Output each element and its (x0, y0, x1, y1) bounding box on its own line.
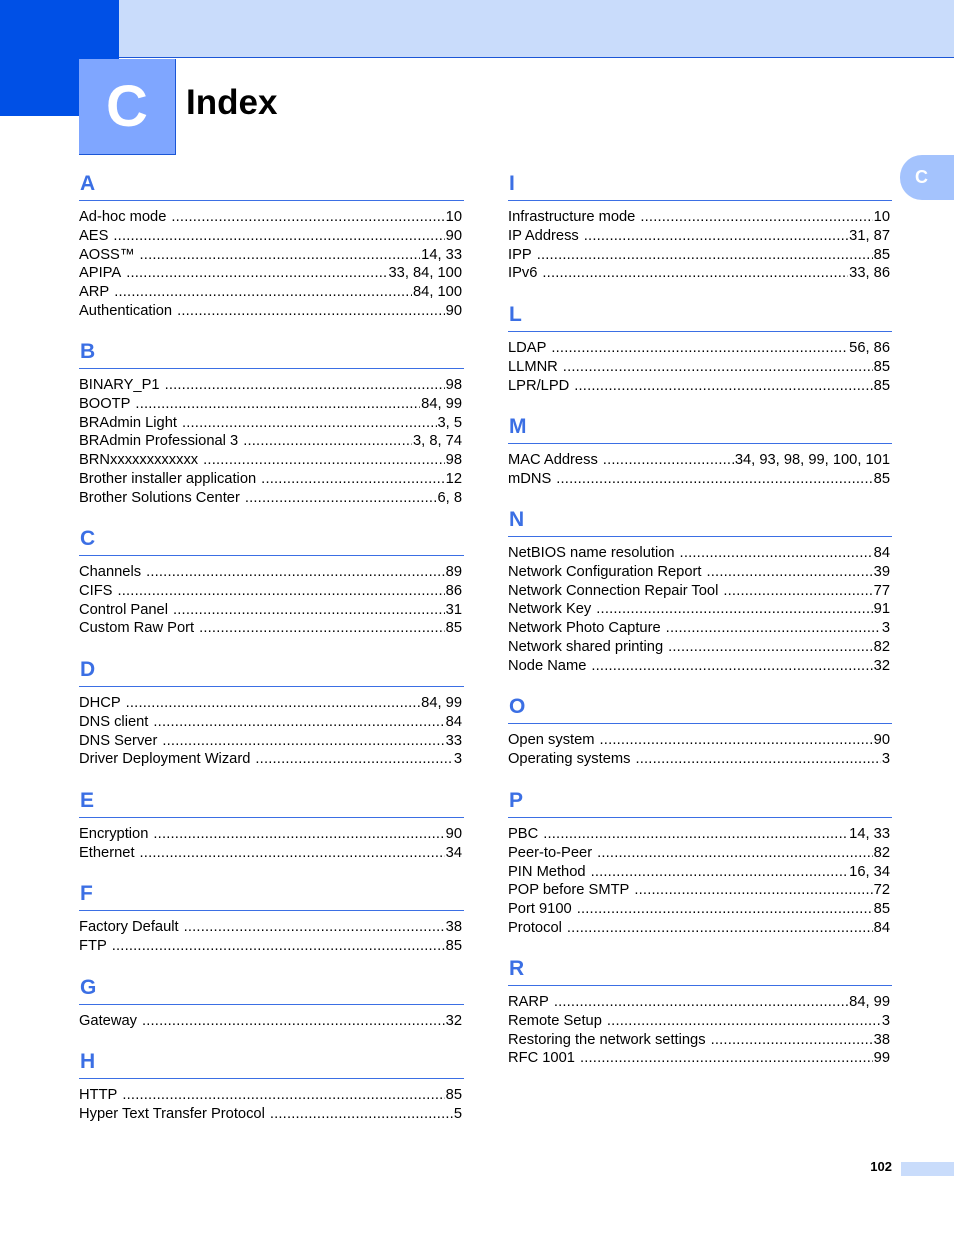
entry-term: DHCP (79, 695, 121, 711)
index-entry[interactable] (79, 264, 464, 283)
section-letter: D (80, 658, 96, 681)
entry-pages[interactable]: 82 (873, 638, 890, 655)
dot-leader (184, 918, 445, 937)
chapter-box (79, 59, 176, 155)
index-entry[interactable] (79, 432, 464, 451)
entry-pages[interactable]: 33, 86 (849, 265, 890, 282)
page-number-tab (901, 1162, 954, 1176)
dot-leader (117, 582, 444, 601)
index-entry[interactable] (79, 844, 464, 863)
entry-pages[interactable]: 33 (445, 732, 462, 749)
dot-leader (245, 489, 437, 508)
index-entry[interactable] (508, 844, 892, 863)
entry-pages[interactable]: 90 (445, 826, 462, 842)
section-letter: A (80, 172, 96, 195)
entry-term: HTTP (79, 1087, 118, 1103)
section-letter: G (80, 976, 97, 999)
entry-term: POP before SMTP (508, 882, 630, 899)
section-rule (79, 368, 464, 369)
entry-term: Network shared printing (508, 638, 664, 655)
entry-pages[interactable]: 85 (873, 470, 890, 487)
entry-term: Network Key (508, 601, 592, 618)
entry-term: Brother Solutions Center (79, 489, 240, 506)
entry-list (79, 1086, 464, 1124)
entry-list (79, 376, 464, 508)
index-entry[interactable] (508, 246, 892, 265)
index-entry[interactable] (79, 619, 464, 638)
index-entry[interactable] (508, 993, 892, 1012)
entry-term: Gateway (79, 1013, 137, 1029)
entry-term: Control Panel (79, 601, 168, 618)
dot-leader (577, 900, 873, 919)
dot-leader (607, 1012, 881, 1031)
entry-pages[interactable]: 16, 34 (849, 863, 890, 880)
section-letter: R (509, 957, 525, 980)
dot-leader (153, 825, 444, 844)
entry-term: IP Address (508, 227, 579, 244)
entry-list (79, 563, 464, 638)
entry-pages[interactable]: 85 (873, 901, 890, 918)
dot-leader (542, 264, 848, 283)
index-entry[interactable] (508, 208, 892, 227)
chapter-letter: C (106, 73, 148, 139)
dot-leader (171, 208, 444, 227)
dot-leader (723, 582, 872, 601)
entry-pages[interactable]: 14, 33 (849, 826, 890, 842)
section-rule (508, 985, 892, 986)
dot-leader (537, 246, 873, 265)
entry-pages[interactable]: 85 (873, 358, 890, 375)
index-entry[interactable] (79, 470, 464, 489)
dot-leader (563, 358, 873, 377)
entry-term: Node Name (508, 657, 587, 674)
section-letter: F (80, 882, 93, 905)
dot-leader (600, 731, 873, 750)
entry-pages[interactable]: 85 (445, 620, 462, 637)
entry-pages[interactable]: 90 (445, 227, 462, 244)
dot-leader (580, 1049, 873, 1068)
entry-pages[interactable]: 33, 84, 100 (388, 265, 462, 282)
index-entry[interactable] (79, 489, 464, 508)
index-entry[interactable] (79, 302, 464, 321)
dot-leader (173, 601, 445, 620)
entry-pages[interactable]: 91 (873, 601, 890, 618)
dot-leader (182, 414, 437, 433)
dot-leader (591, 657, 872, 676)
entry-term: ARP (79, 284, 110, 301)
entry-pages[interactable]: 77 (873, 582, 890, 599)
entry-term: BRAdmin Professional 3 (79, 433, 239, 450)
entry-term: Hyper Text Transfer Protocol (79, 1105, 265, 1122)
index-entry[interactable] (79, 227, 464, 246)
entry-term: AOSS™ (79, 246, 135, 263)
entry-list (79, 694, 464, 769)
entry-term: Network Configuration Report (508, 563, 702, 580)
page-number: 102 (870, 1159, 892, 1174)
entry-term: DNS client (79, 713, 149, 730)
entry-pages[interactable]: 56, 86 (849, 340, 890, 356)
section-rule (79, 817, 464, 818)
index-entry[interactable] (508, 731, 892, 750)
entry-list (79, 825, 464, 863)
section-letter: N (509, 508, 525, 531)
dot-leader (270, 1105, 453, 1124)
entry-pages[interactable]: 90 (873, 732, 890, 748)
entry-term: Channels (79, 564, 142, 580)
section-rule (79, 686, 464, 687)
entry-term: LPR/LPD (508, 377, 570, 394)
index-entry[interactable] (508, 264, 892, 283)
dot-leader (706, 563, 872, 582)
entry-term: Protocol (508, 919, 562, 936)
section-letter: M (509, 415, 527, 438)
section-letter: E (80, 789, 95, 812)
dot-leader (126, 264, 387, 283)
entry-term: Authentication (79, 302, 173, 319)
entry-term: BINARY_P1 (79, 377, 160, 393)
entry-term: Remote Setup (508, 1012, 602, 1029)
dot-leader (567, 919, 873, 938)
section-rule (79, 1078, 464, 1079)
entry-term: Network Photo Capture (508, 620, 661, 637)
dot-leader (551, 339, 848, 358)
dot-leader (199, 619, 445, 638)
index-entry[interactable] (508, 638, 892, 657)
dot-leader (668, 638, 873, 657)
entry-pages[interactable]: 90 (445, 302, 462, 319)
entry-term: Open system (508, 732, 595, 748)
entry-term: Ethernet (79, 844, 135, 861)
dot-leader (554, 993, 848, 1012)
entry-pages[interactable]: 98 (445, 377, 462, 393)
dot-leader (113, 227, 444, 246)
entry-term: DNS Server (79, 732, 158, 749)
dot-leader (680, 544, 873, 563)
entry-pages[interactable]: 82 (873, 844, 890, 861)
dot-leader (153, 713, 444, 732)
entry-term: RARP (508, 994, 549, 1010)
index-entry[interactable] (79, 395, 464, 414)
index-entry[interactable] (508, 619, 892, 638)
dot-leader (666, 619, 881, 638)
dot-leader (596, 600, 872, 619)
section-letter: L (509, 303, 522, 326)
entry-pages[interactable]: 10 (445, 209, 462, 225)
entry-pages[interactable]: 3 (881, 620, 890, 637)
section-rule (508, 723, 892, 724)
entry-list (508, 731, 892, 769)
entry-pages[interactable]: 3, 5 (437, 414, 462, 431)
index-entry[interactable] (508, 863, 892, 882)
index-entry[interactable] (508, 825, 892, 844)
entry-term: IPv6 (508, 265, 538, 282)
index-entry[interactable] (79, 1105, 464, 1124)
entry-pages[interactable]: 5 (453, 1105, 462, 1122)
dot-leader (640, 208, 872, 227)
entry-term: CIFS (79, 582, 113, 599)
entry-pages[interactable]: 14, 33 (421, 246, 462, 263)
entry-pages[interactable]: 3 (881, 1012, 890, 1029)
entry-pages[interactable]: 31, 87 (849, 227, 890, 244)
dot-leader (556, 470, 872, 489)
index-entry[interactable] (508, 563, 892, 582)
dot-leader (162, 732, 444, 751)
dot-leader (634, 881, 872, 900)
entry-term: BRAdmin Light (79, 414, 177, 431)
entry-pages[interactable]: 34 (445, 844, 462, 861)
dot-leader (603, 451, 734, 470)
entry-list (508, 451, 892, 489)
entry-term: Restoring the network settings (508, 1031, 706, 1048)
entry-term: Brother installer application (79, 470, 257, 487)
index-entry[interactable] (79, 283, 464, 302)
entry-list (508, 339, 892, 395)
entry-pages[interactable]: 84, 99 (421, 695, 462, 711)
index-entry[interactable] (508, 1049, 892, 1068)
entry-pages[interactable]: 98 (445, 452, 462, 469)
index-entry[interactable] (79, 601, 464, 620)
header-band (0, 0, 954, 58)
entry-list (79, 918, 464, 956)
entry-term: Network Connection Repair Tool (508, 582, 719, 599)
entry-list (79, 1012, 464, 1031)
entry-pages[interactable]: 3, 8, 74 (413, 433, 462, 450)
entry-term: PBC (508, 826, 539, 842)
index-entry[interactable] (508, 582, 892, 601)
entry-term: MAC Address (508, 452, 598, 468)
entry-pages[interactable]: 72 (873, 882, 890, 899)
dot-leader (165, 376, 445, 395)
side-tab-letter: C (915, 167, 928, 187)
entry-term: BRNxxxxxxxxxxxx (79, 452, 199, 469)
entry-list (508, 825, 892, 938)
section-rule (79, 200, 464, 201)
entry-pages[interactable]: 84, 99 (849, 994, 890, 1010)
index-entry[interactable] (79, 694, 464, 713)
index-entry[interactable] (79, 1086, 464, 1105)
entry-term: Driver Deployment Wizard (79, 751, 251, 768)
index-entry[interactable] (79, 563, 464, 582)
dot-leader (203, 451, 445, 470)
dot-leader (135, 395, 420, 414)
entry-pages[interactable]: 3 (453, 751, 462, 768)
index-entry[interactable] (508, 1012, 892, 1031)
entry-term: RFC 1001 (508, 1050, 575, 1067)
dot-leader (597, 844, 873, 863)
entry-pages[interactable]: 99 (873, 1050, 890, 1067)
dot-leader (255, 750, 452, 769)
index-entry[interactable] (79, 582, 464, 601)
entry-term: BOOTP (79, 395, 131, 412)
dot-leader (177, 302, 445, 321)
entry-list (79, 208, 464, 321)
entry-term: FTP (79, 937, 107, 954)
entry-term: Custom Raw Port (79, 620, 195, 637)
index-entry[interactable] (508, 377, 892, 396)
index-entry[interactable] (79, 918, 464, 937)
entry-term: Infrastructure mode (508, 209, 636, 225)
section-rule (79, 1004, 464, 1005)
dot-leader (711, 1031, 873, 1050)
entry-pages[interactable]: 38 (445, 919, 462, 935)
dot-leader (112, 937, 445, 956)
index-entry[interactable] (508, 881, 892, 900)
entry-pages[interactable]: 34, 93, 98, 99, 100, 101 (734, 452, 890, 468)
dot-leader (574, 377, 872, 396)
section-letter: C (80, 527, 96, 550)
index-entry[interactable] (508, 470, 892, 489)
dot-leader (261, 470, 444, 489)
index-entry[interactable] (79, 376, 464, 395)
dot-leader (114, 283, 412, 302)
index-entry[interactable] (508, 657, 892, 676)
entry-pages[interactable]: 12 (445, 470, 462, 487)
entry-term: Port 9100 (508, 901, 572, 918)
index-entry[interactable] (79, 732, 464, 751)
section-rule (508, 817, 892, 818)
entry-pages[interactable]: 85 (873, 377, 890, 394)
dot-leader (591, 863, 849, 882)
index-entry[interactable] (508, 750, 892, 769)
dot-leader (122, 1086, 444, 1105)
entry-pages[interactable]: 10 (873, 209, 890, 225)
index-entry[interactable] (79, 451, 464, 470)
dot-leader (140, 844, 445, 863)
section-rule (79, 910, 464, 911)
entry-pages[interactable]: 85 (873, 246, 890, 263)
dot-leader (142, 1012, 445, 1031)
index-entry[interactable] (79, 825, 464, 844)
entry-term: LDAP (508, 340, 547, 356)
entry-term: PIN Method (508, 863, 586, 880)
entry-term: Operating systems (508, 750, 631, 767)
section-letter: B (80, 340, 96, 363)
entry-pages[interactable]: 32 (873, 657, 890, 674)
entry-term: Peer-to-Peer (508, 844, 593, 861)
entry-pages[interactable]: 3 (881, 750, 890, 767)
index-entry[interactable] (508, 1031, 892, 1050)
index-entry[interactable] (79, 1012, 464, 1031)
index-entry[interactable] (79, 937, 464, 956)
section-rule (508, 443, 892, 444)
dot-leader (146, 563, 445, 582)
section-letter: I (509, 172, 515, 195)
entry-pages[interactable]: 31 (445, 601, 462, 618)
index-entry[interactable] (508, 451, 892, 470)
dot-leader (243, 432, 412, 451)
index-entry[interactable] (508, 339, 892, 358)
dot-leader (140, 246, 421, 265)
entry-term: Factory Default (79, 919, 179, 935)
index-entry[interactable] (508, 227, 892, 246)
dot-leader (635, 750, 880, 769)
entry-pages[interactable]: 32 (445, 1013, 462, 1029)
entry-term: NetBIOS name resolution (508, 545, 675, 561)
page-title: Index (186, 83, 278, 122)
section-rule (79, 555, 464, 556)
entry-pages[interactable]: 84, 99 (421, 395, 462, 412)
index-entry[interactable] (79, 246, 464, 265)
index-entry[interactable] (79, 414, 464, 433)
entry-pages[interactable]: 84 (873, 919, 890, 936)
entry-pages[interactable]: 89 (445, 564, 462, 580)
index-entry[interactable] (508, 544, 892, 563)
entry-term: AES (79, 227, 109, 244)
entry-pages[interactable]: 84 (445, 713, 462, 730)
entry-pages[interactable]: 86 (445, 582, 462, 599)
dot-leader (584, 227, 848, 246)
entry-term: LLMNR (508, 358, 558, 375)
entry-pages[interactable]: 6, 8 (437, 489, 462, 506)
dot-leader (126, 694, 421, 713)
section-letter: O (509, 695, 526, 718)
entry-list (508, 208, 892, 283)
section-letter: H (80, 1050, 96, 1073)
chapter-side-tab[interactable] (900, 155, 954, 200)
section-rule (508, 536, 892, 537)
entry-pages[interactable]: 38 (873, 1031, 890, 1048)
index-entry[interactable] (508, 900, 892, 919)
index-entry[interactable] (508, 600, 892, 619)
entry-list (508, 993, 892, 1068)
index-entry[interactable] (79, 713, 464, 732)
entry-pages[interactable]: 84 (873, 545, 890, 561)
index-entry[interactable] (508, 919, 892, 938)
index-entry[interactable] (79, 208, 464, 227)
index-entry[interactable] (508, 358, 892, 377)
entry-pages[interactable]: 84, 100 (412, 284, 462, 301)
section-rule (508, 200, 892, 201)
section-letter: P (509, 789, 524, 812)
entry-list (508, 544, 892, 676)
entry-term: APIPA (79, 265, 122, 282)
dot-leader (543, 825, 848, 844)
entry-term: Encryption (79, 826, 149, 842)
entry-pages[interactable]: 39 (873, 563, 890, 580)
entry-term: IPP (508, 246, 532, 263)
entry-pages[interactable]: 85 (445, 1087, 462, 1103)
section-rule (508, 331, 892, 332)
entry-term: mDNS (508, 470, 552, 487)
entry-pages[interactable]: 85 (445, 937, 462, 954)
entry-term: Ad-hoc mode (79, 209, 167, 225)
index-entry[interactable] (79, 750, 464, 769)
